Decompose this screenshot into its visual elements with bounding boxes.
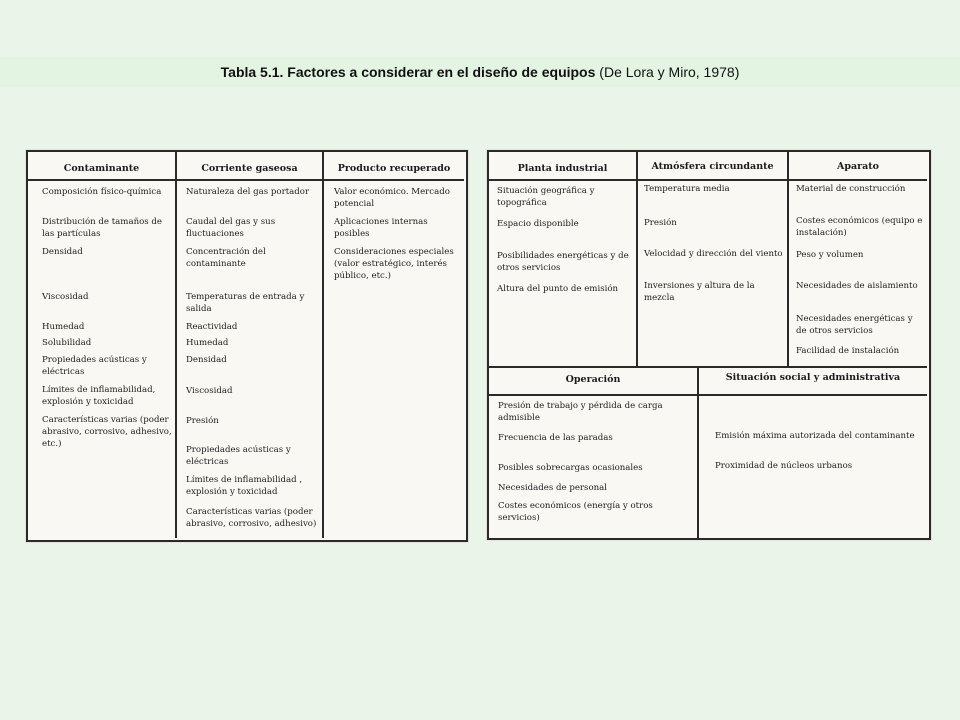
list-item: Características varias (poder abrasivo, corrosivo, adhesivo, etc.) bbox=[42, 415, 172, 449]
right-divider-3 bbox=[697, 366, 699, 538]
list-item: Consideraciones especiales (valor estratégico, interés público, etc.) bbox=[334, 247, 454, 281]
list-item: Situación geográfica y topográfica bbox=[497, 186, 595, 208]
left-header-contaminante: Contaminante bbox=[63, 163, 140, 174]
list-item: Posibilidades energéticas y de otros servicios bbox=[497, 251, 629, 273]
list-item: Material de construcción bbox=[796, 184, 906, 194]
list-item: Humedad bbox=[42, 322, 85, 332]
left-header-producto: Producto recuperado bbox=[337, 163, 451, 174]
list-item: Distribución de tamaños de las partículas bbox=[42, 217, 163, 239]
list-item: Presión bbox=[186, 416, 219, 426]
list-item: Concentración del contaminante bbox=[186, 247, 266, 269]
list-item: Temperaturas de entrada y salida bbox=[186, 292, 305, 314]
right-bottom-header-rule bbox=[489, 394, 927, 396]
list-item: Viscosidad bbox=[186, 386, 233, 396]
list-item: Presión de trabajo y pérdida de carga admisible bbox=[498, 401, 663, 423]
right-divider-2 bbox=[787, 152, 789, 366]
list-item: Límites de inflamabilidad , explosión y toxicidad bbox=[186, 475, 303, 497]
list-item: Naturaleza del gas portador bbox=[186, 187, 310, 197]
list-item: Reactividad bbox=[186, 322, 238, 332]
caption-source: (De Lora y Miro, 1978) bbox=[595, 64, 740, 80]
caption-title: Tabla 5.1. Factores a considerar en el diseño de equipos bbox=[220, 64, 596, 80]
list-item: Posibles sobrecargas ocasionales bbox=[498, 463, 643, 473]
list-item: Velocidad y dirección del viento bbox=[644, 249, 783, 259]
left-divider-2 bbox=[322, 152, 324, 538]
right-header-rule bbox=[489, 179, 927, 181]
list-item: Proximidad de núcleos urbanos bbox=[715, 461, 853, 471]
list-item: Espacio disponible bbox=[497, 219, 579, 229]
right-header-planta: Planta industrial bbox=[517, 163, 608, 174]
list-item: Costes económicos (equipo e instalación) bbox=[796, 216, 923, 238]
left-header-corriente: Corriente gaseosa bbox=[201, 163, 298, 174]
list-item: Necesidades de aislamiento bbox=[796, 281, 918, 291]
list-item: Viscosidad bbox=[42, 292, 89, 302]
list-item: Frecuencia de las paradas bbox=[498, 433, 613, 443]
list-item: Densidad bbox=[42, 247, 83, 257]
right-section-rule bbox=[489, 366, 927, 368]
list-item: Aplicaciones internas posibles bbox=[334, 217, 428, 239]
table-caption bbox=[0, 64, 960, 80]
list-item: Costes económicos (energía y otros servicios) bbox=[498, 501, 653, 523]
list-item: Características varias (poder abrasivo, corrosivo, adhesivo) bbox=[186, 507, 317, 529]
list-item: Necesidades energéticas y de otros servicios bbox=[796, 314, 913, 336]
list-item: Presión bbox=[644, 218, 677, 228]
list-item: Solubilidad bbox=[42, 338, 92, 348]
list-item: Facilidad de instalación bbox=[796, 346, 900, 356]
right-divider-1 bbox=[636, 152, 638, 366]
right-header-aparato: Aparato bbox=[836, 161, 880, 172]
list-item: Caudal del gas y sus fluctuaciones bbox=[186, 217, 276, 239]
list-item: Propiedades acústicas y eléctricas bbox=[42, 355, 147, 377]
list-item: Límites de inflamabilidad, explosión y toxicidad bbox=[42, 385, 156, 407]
list-item: Humedad bbox=[186, 338, 229, 348]
list-item: Valor económico. Mercado potencial bbox=[334, 187, 450, 209]
list-item: Altura del punto de emisión bbox=[497, 284, 619, 294]
right-header-atmosfera: Atmósfera circundante bbox=[651, 161, 774, 172]
list-item: Peso y volumen bbox=[796, 250, 864, 260]
list-item: Densidad bbox=[186, 355, 227, 365]
list-item: Inversiones y altura de la mezcla bbox=[644, 281, 755, 303]
list-item: Necesidades de personal bbox=[498, 483, 608, 493]
list-item: Propiedades acústicas y eléctricas bbox=[186, 445, 291, 467]
list-item: Emisión máxima autorizada del contaminante bbox=[715, 431, 915, 441]
list-item: Temperatura media bbox=[644, 184, 730, 194]
right-header-operacion: Operación bbox=[565, 374, 621, 385]
right-header-situacion: Situación social y administrativa bbox=[725, 372, 901, 383]
left-table-image bbox=[26, 150, 468, 542]
list-item: Composición físico-química bbox=[42, 187, 162, 197]
left-divider-1 bbox=[175, 152, 177, 538]
left-header-rule bbox=[28, 179, 464, 181]
right-table-image bbox=[487, 150, 931, 540]
